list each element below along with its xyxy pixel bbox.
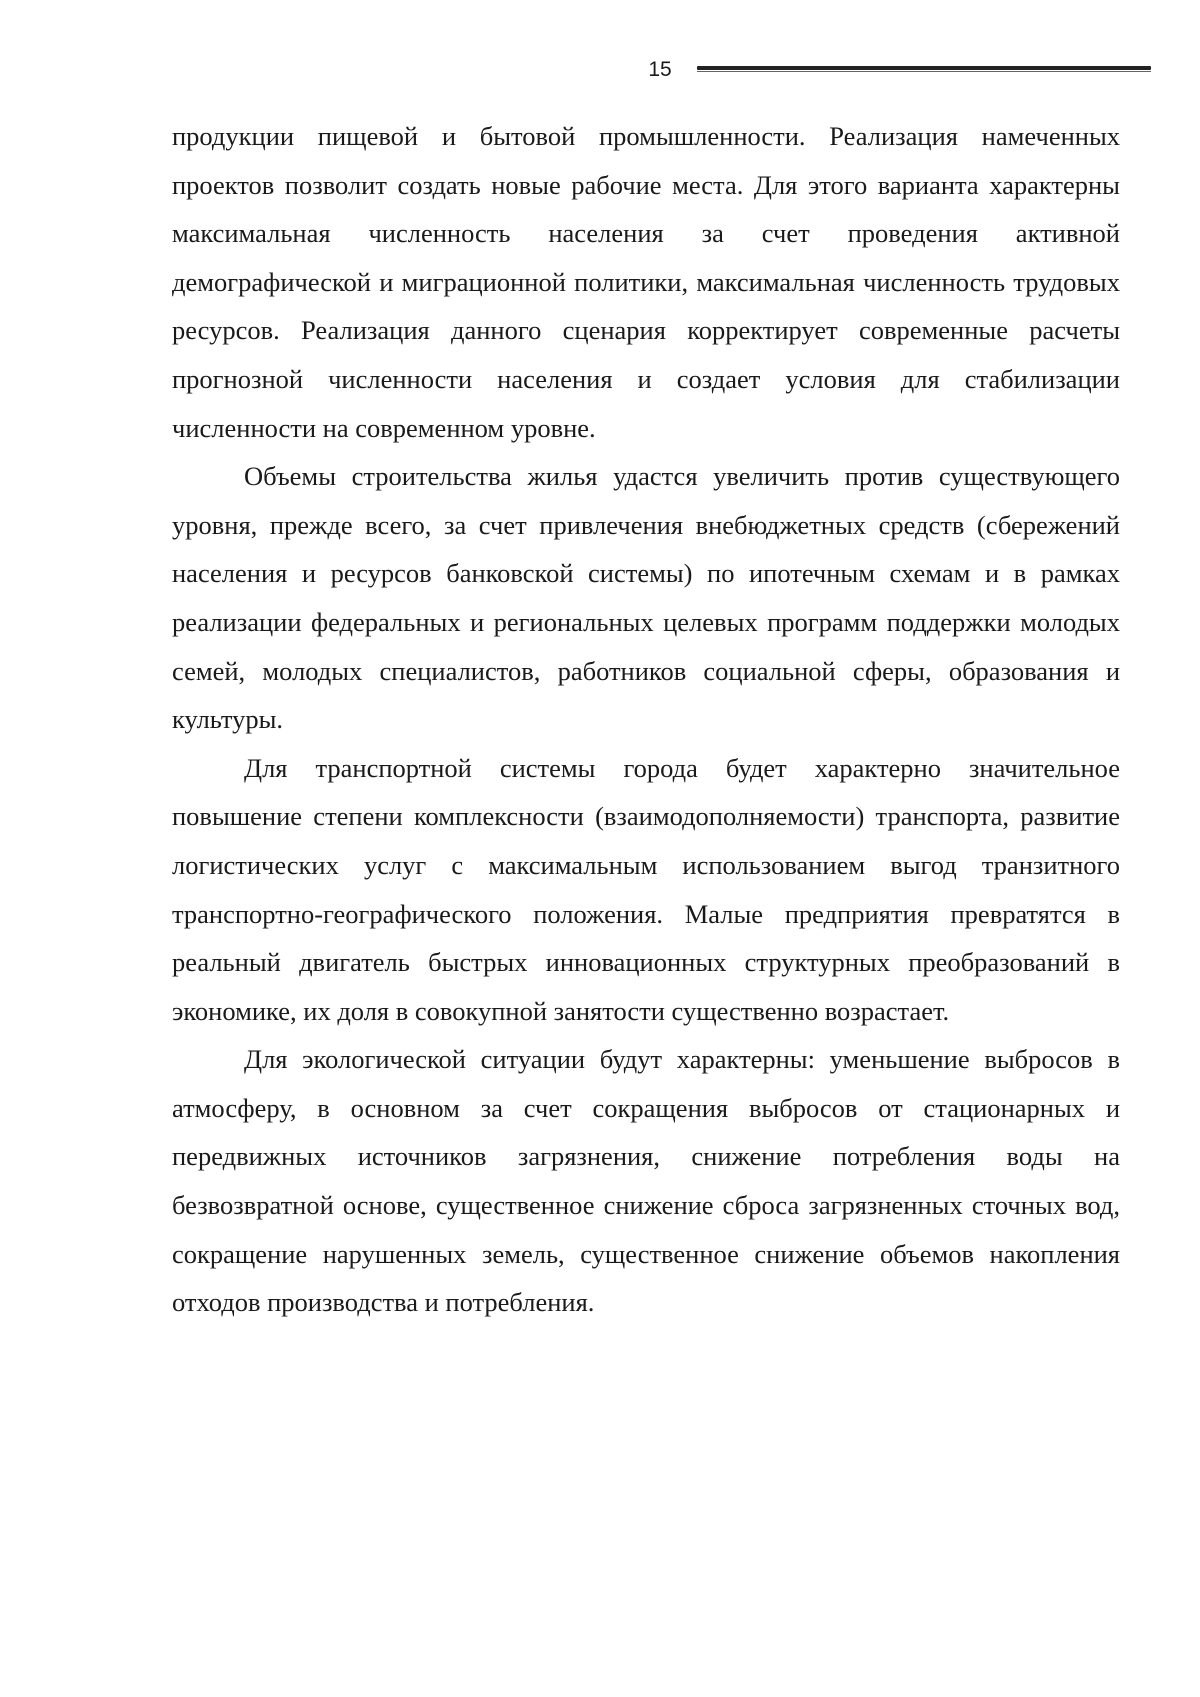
paragraph-transport: Для транспортной системы города будет характерно значительное повышение степени комплексности (взаимодополняемости) транспорта, развитие логистических услуг с максимальным использованием выгод транзитного транспортно-географического положения. Малые предприятия превратятся в реальный двигатель быстрых инновационных структурных преобразований в экономике, их доля в совокупной занятости существенно возрастает. (172, 752, 1120, 1026)
paragraph-ecology: Для экологической ситуации будут характерны: уменьшение выбросов в атмосферу, в основном за счет сокращения выбросов от стационарных и передвижных источников загрязнения, снижение потребления воды на безвозвратной основе, существенное снижение сброса загрязненных сточных вод, сокращение нарушенных земель, существенное снижение объемов накопления отходов производства и потребления. (172, 1044, 1120, 1318)
page-number: 15 (648, 58, 672, 81)
body-text (172, 112, 1120, 1327)
paragraph-continuation: продукции пищевой и бытовой промышленности. Реализация намеченных проектов позволит создать новые рабочие места. Для этого варианта характерны максимальная численность населения за счет проведения активной демографической и миграционной политики, максимальная численность трудовых ресурсов. Реализация данного сценария корректирует современные расчеты прогнозной численности населения и создает условия для стабилизации численности на современном уровне. (172, 121, 1120, 443)
paragraph-housing: Объемы строительства жилья удастся увеличить против существующего уровня, прежде всего, за счет привлечения внебюджетных средств (сбережений населения и ресурсов банковской системы) по ипотечным схемам и в рамках реализации федеральных и региональных целевых программ поддержки молодых семей, молодых специалистов, работников социальной сферы, образования и культуры. (172, 461, 1120, 735)
page-header (0, 54, 1200, 84)
header-rule (697, 66, 1151, 70)
